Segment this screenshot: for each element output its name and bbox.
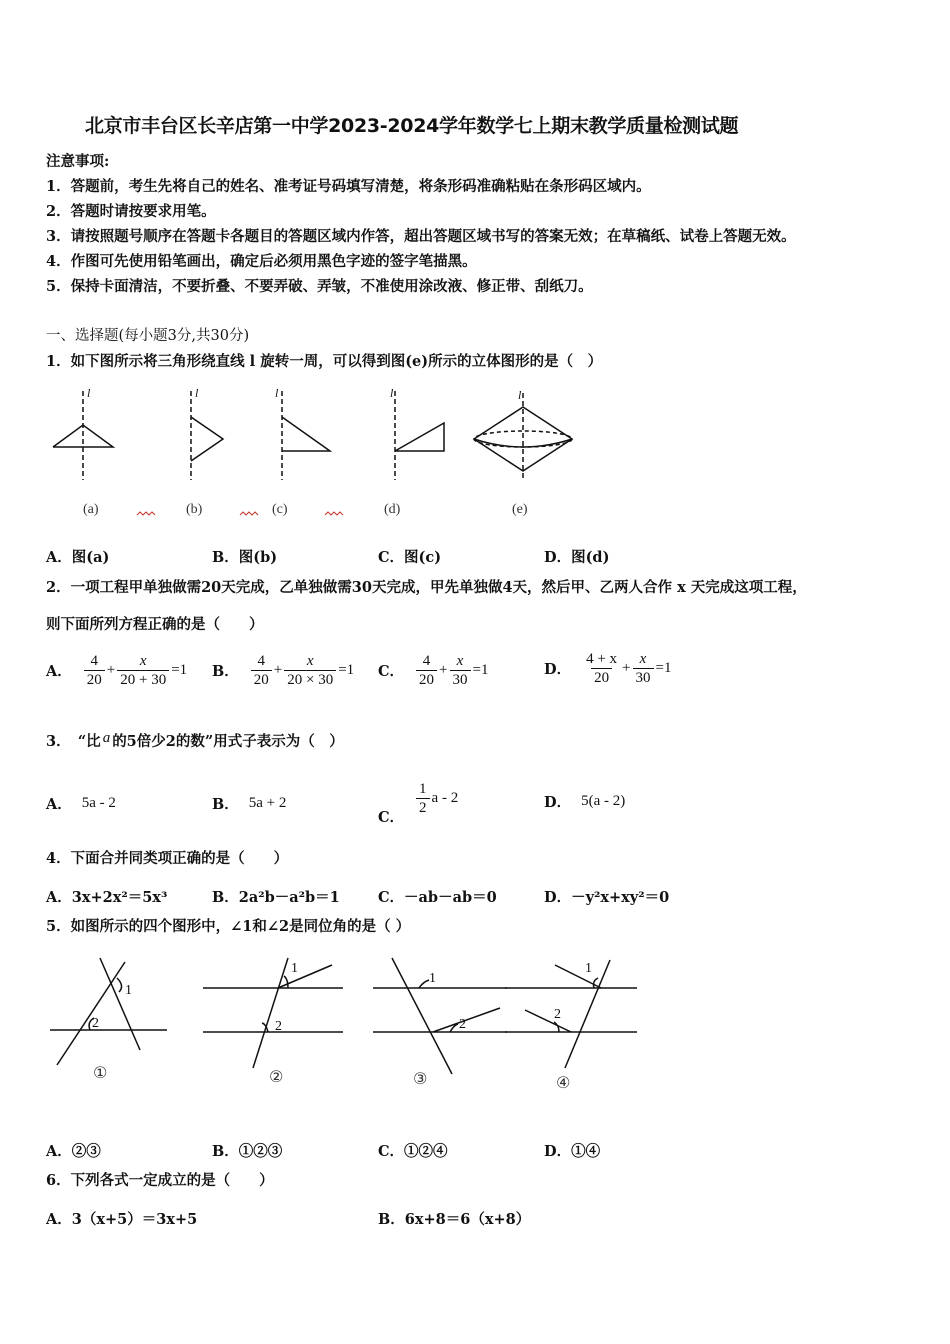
question-1-option-b: B．图(b)	[212, 549, 278, 566]
svg-text:1: 1	[585, 961, 592, 976]
question-5-option-c: C．①②④	[378, 1143, 448, 1160]
notice-item: 5．保持卡面清洁，不要折叠、不要弄破、弄皱，不准使用涂改液、修正带、刮纸刀。	[46, 278, 593, 295]
question-4-option-d: D．－y²x+xy²＝0	[544, 889, 670, 906]
question-1-figures	[40, 385, 600, 525]
svg-text:l: l	[195, 386, 199, 400]
question-2-stem-cont: 则下面所列方程正确的是（ ）	[46, 616, 264, 633]
svg-text:l: l	[390, 386, 394, 400]
notice-item: 1．答题前，考生先将自己的姓名、准考证号码填写清楚，将条形码准确粘贴在条形码区域内。	[46, 178, 651, 195]
question-2-option-d: D． $\frac{4 + x}{20}$ + $\frac{x}{30}$ =1	[544, 651, 672, 686]
question-4-stem: 4．下面合并同类项正确的是（ ）	[46, 850, 289, 867]
question-2-option-c: C． $\frac{4}{20}$ + $\frac{x}{30}$ =1	[378, 653, 489, 688]
question-6-option-a: A．3（x+5）＝3x+5	[46, 1211, 198, 1228]
svg-text:1: 1	[429, 971, 436, 986]
figure-label-e: (e)	[512, 502, 528, 517]
question-3-stem: 3． “比 a 的5倍少2的数”用式子表示为（ ）	[46, 730, 344, 750]
question-4-option-b: B．2a²b－a²b＝1	[212, 889, 340, 906]
question-3-option-a: A． 5a - 2	[46, 795, 116, 813]
notice-heading: 注意事项:	[46, 153, 110, 170]
notice-item: 4．作图可先使用铅笔画出，确定后必须用黑色字迹的签字笔描黑。	[46, 253, 477, 270]
svg-text:2: 2	[459, 1017, 466, 1032]
question-5-option-a: A．②③	[46, 1143, 101, 1160]
svg-text:l: l	[87, 386, 91, 400]
question-4-option-c: C．－ab－ab＝0	[378, 889, 497, 906]
svg-text:l: l	[518, 388, 522, 402]
figure-label-4: ④	[556, 1073, 571, 1092]
svg-text:2: 2	[275, 1019, 282, 1034]
question-5-figures	[45, 950, 645, 1100]
question-6-option-b: B．6x+8＝6（x+8）	[378, 1211, 531, 1228]
svg-text:1: 1	[125, 983, 132, 998]
figure-label-a: (a)	[83, 502, 99, 517]
question-2-option-a: A． $\frac{4}{20}$ + $\frac{x}{20 + 30}$ =1	[46, 653, 188, 688]
question-5-option-b: B．①②③	[212, 1143, 283, 1160]
figure-label-d: (d)	[384, 502, 401, 517]
question-1-stem: 1．如下图所示将三角形绕直线 l 旋转一周，可以得到图(e)所示的立体图形的是（ ）	[46, 353, 603, 370]
question-1-option-c: C．图(c)	[378, 549, 442, 566]
question-1-option-a: A．图(a)	[46, 549, 110, 566]
question-1-option-d: D．图(d)	[544, 549, 610, 566]
question-5-option-d: D．①④	[544, 1143, 601, 1160]
svg-text:2: 2	[554, 1007, 561, 1022]
question-4-option-a: A．3x+2x²＝5x³	[46, 889, 168, 906]
svg-text:1: 1	[291, 961, 298, 976]
figure-label-1: ①	[93, 1063, 108, 1082]
question-2-stem: 2．一项工程甲单独做需20天完成，乙单独做需30天完成，甲先单独做4天，然后甲、乙两人合作 x 天完成这项工程，	[46, 579, 807, 596]
svg-text:2: 2	[92, 1016, 99, 1031]
question-2-option-b: B． $\frac{4}{20}$ + $\frac{x}{20 \times 30}$ =1	[212, 653, 355, 688]
question-5-stem: 5．如图所示的四个图形中，∠1和∠2是同位角的是（ ）	[46, 918, 411, 935]
section-heading: 一、选择题(每小题3分,共30分)	[46, 328, 250, 344]
figure-label-3: ③	[413, 1069, 428, 1088]
question-3-option-b: B． 5a + 2	[212, 795, 287, 813]
svg-text:l: l	[275, 386, 279, 400]
question-3-option-c: C． $\frac{1}{2}$ a - 2	[378, 781, 459, 826]
figure-label-c: (c)	[272, 502, 288, 517]
figure-label-2: ②	[269, 1067, 284, 1086]
figure-label-b: (b)	[186, 502, 203, 517]
question-3-option-d: D． 5(a - 2)	[544, 793, 626, 811]
question-6-stem: 6．下列各式一定成立的是（ ）	[46, 1172, 274, 1189]
notice-item: 2．答题时请按要求用笔。	[46, 203, 216, 220]
notice-item: 3．请按照题号顺序在答题卡各题目的答题区域内作答，超出答题区域书写的答案无效；在草稿纸、试卷上答题无效。	[46, 228, 796, 245]
page-title: 北京市丰台区长辛店第一中学2023-2024学年数学七上期末教学质量检测试题	[85, 115, 739, 137]
